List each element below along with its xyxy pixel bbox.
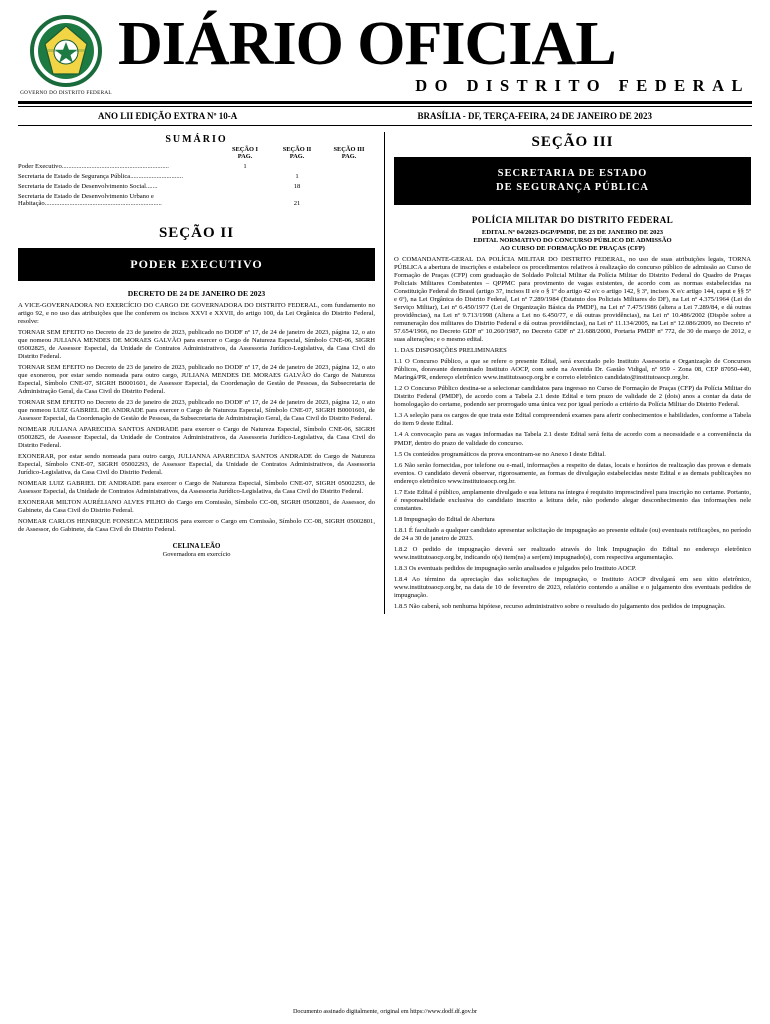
secretaria-bar-line2: DE SEGURANÇA PÚBLICA [495, 181, 650, 193]
paragraph: 1.3 A seleção para os cargos de que trata este Edital compreenderá exames para aferir conhecimentos e habilidades, conforme a Tabela do item 9 deste Edital. [394, 412, 751, 428]
signature-name: CELINA LEÃO [172, 543, 221, 551]
list-item[interactable] [18, 183, 375, 190]
sumario-row-label: Secretaria de Estado de Desenvolvimento Urbano e Habitação....................................................................... [18, 192, 162, 207]
paragraph: 1.7 Este Edital é público, amplamente divulgado e sua leitura na íntegra é requisito imprescindível para inscrição no certame. Portanto, é responsabilidade exclusiva do candidato inscrito a leitura dele, não podendo alegar desconhecimento das informações nele constantes. [394, 488, 751, 512]
issue-date: BRASÍLIA - DF, TERÇA-FEIRA, 24 DE JANEIRO DE 2023 [417, 110, 652, 121]
paragraph: NOMEAR JULIANA APARECIDA SANTOS ANDRADE para exercer o Cargo de Natureza Especial, Símbolo CNE-06, SIGRH 05002825, de Assessor Especial, da Unidade de Contratos Administrativos, da Assessoria Jurídico-Legislativa, da Casa Civil do Distrito Federal. [18, 425, 375, 449]
sumario-row-label: Secretaria de Estado de Segurança Pública................................ [18, 172, 183, 180]
masthead [0, 0, 770, 96]
sumario-col-2: SEÇÃO II [282, 145, 312, 153]
secretaria-bar [394, 157, 751, 205]
paragraph: 1.2 O Concurso Público destina-se a selecionar candidatos para ingresso no Curso de Formação de Praças (CFP) da Polícia Militar do Distrito Federal (PMDF), de acordo com a Tabela 2.1 deste Edital e tem prazo de validade de 2 (dois) anos a contar da data de homologação do certame, podendo ser prorrogado uma única vez por igual período a critério da Polícia Militar do Distrito Federal. [394, 385, 751, 409]
paragraph: 1.8.2 O pedido de impugnação deverá ser realizado através do link Impugnação do Edital no endereço eletrônico www.institutoaocp.org.br, indicando o(s) item(ns) a ser(em) impugnado(s), com respectiva argumentação. [394, 545, 751, 561]
sumario-pag-1: PAG. [237, 152, 253, 160]
sumario-row-s2: 18 [293, 182, 301, 190]
sumario-row-s1: 1 [243, 162, 247, 170]
edital-line-2: EDITAL NORMATIVO DO CONCURSO PÚBLICO DE ADMISSÃO [473, 236, 672, 244]
title-block [114, 10, 752, 96]
section-title-ii: SEÇÃO II [158, 224, 235, 241]
sumario-row-s2: 21 [293, 199, 301, 207]
paragraph: 1.4 A convocação para as vagas informadas na Tabela 2.1 deste Edital será feita de acordo com a necessidade e a conveniência da PMDF, dentro do prazo de validade do concurso. [394, 431, 751, 447]
paragraph: TORNAR SEM EFEITO no Decreto de 23 de janeiro de 2023, publicado no DODF nº 17, de 24 de janeiro de 2023, página 12, o ato que nomeou LUIZ GABRIEL DE ANDRADE para exercer o Cargo de Natureza Especial, Símbolo CNE-07, SIGRH B0001601, de Assessor Especial, da Coordenação de Gestão de Pessoas, da Subsecretaria de Administração Geral, da Casa Civil do Distrito Federal. [18, 398, 375, 422]
sumario-row-s2: 1 [295, 172, 299, 180]
paragraph: 1.5 Os conteúdos programáticos da prova encontram-se no Anexo I deste Edital. [394, 450, 606, 458]
crest-icon [29, 14, 103, 88]
gdf-crest [18, 14, 114, 96]
signature-role: Governadora em exercício [162, 551, 231, 559]
paragraph: O COMANDANTE-GERAL DA POLÍCIA MILITAR DO DISTRITO FEDERAL, no uso de suas atribuições legais, TORNA PÚBLICA a abertura de inscrições e estabelece os procedimentos relativos à realização do concurso público de admissão ao Curso de Formação de Praças (CFP) com graduação de Soldado Policial Militar da Polícia Militar do Distrito Federal do Quadro de Praças Policiais Militares Combatentes – QPPMC para provimento de vagas existentes, de acordo com as normas estabelecidas na Constituição Federal do Brasil (artigo 37, incisos II e/e o § 1º do artigo 42 e/c o artigo 142, § 3º, incisos X e/c artigo 144, caput e §§ 5º e 6º), na Lei Orgânica do Distrito Federal, Lei nº 7.289/1984 (Estatuto dos Policiais Militares do DF), na Lei nº 4.375/1964 (Lei do Serviço Militar), Lei nº 6.450/1977 (Lei de Organização Básica da PMDF), na Lei nº 7.475/1986 (altera a Lei 7.289/84, e dá outras providências), na Lei nº 9.713/1998 (Altera a Lei no 6.450/77, e dá outras providências), na Lei nº 10.486/2002 (Dispõe sobre a remuneração dos militares do Distrito Federal e dá outras providências), na Lei nº 11.134/2005, na Lei nº 12.086/2009, no Decreto nº 57.654/1966, no Decreto GDF nº 10.260/1987, no Decreto GDF nº 21.688/2000, Portaria PMDF nº 772, de 30 de março de 2012, e suas alterações; e o mesmo edital. [394, 255, 751, 344]
publication-title: DIÁRIO OFICIAL [118, 10, 616, 79]
paragraph: A VICE-GOVERNADORA NO EXERCÍCIO DO CARGO DE GOVERNADORA DO DISTRITO FEDERAL, com fundamento no artigo 92, e no uso das atribuições que lhe conferem os incisos XXVI e XXVII, do artigo 100, da Lei Orgânica do Distrito Federal, resolve: [18, 301, 375, 325]
paragraph: 1.6 Não serão fornecidas, por telefone ou e-mail, informações a respeito de datas, locais e horários de realização das provas e demais eventos. O candidato deverá observar, rigorosamente, as formas de divulgação estabelecidas neste Edital e as demais publicações no endereço eletrônico www.institutoaocp.org.br. [394, 461, 751, 485]
sumario-column-headers [18, 146, 375, 153]
sumario-row-label: Secretaria de Estado de Desenvolvimento Social....... [18, 182, 158, 190]
sumario-col-3: SEÇÃO III [333, 145, 365, 153]
left-column [18, 132, 385, 615]
paragraph: TORNAR SEM EFEITO no Decreto de 23 de janeiro de 2023, publicado no DODF nº 17, de 24 de janeiro de 2023, página 12, o ato que nomeou JULIANA MENDES DE MORAES GALVÃO para exercer o Cargo de Natureza Especial, Símbolo CNE-06, SIGRH 05002825, de Assessor Especial, da Unidade de Contratos Administrativos, da Assessoria Jurídico-Legislativa, da Casa Civil do Distrito Federal. [18, 328, 375, 360]
issue-number: ANO LII EDIÇÃO EXTRA Nº 10-A [98, 110, 238, 121]
edital-line-3: AO CURSO DE FORMAÇÃO DE PRAÇAS (CFP) [500, 244, 645, 252]
paragraph: 1.8.1 É facultado a qualquer candidato apresentar solicitação de impugnação ao presente editale (ou) eventuais retificações, no período de 24 a 30 de janeiro de 2023. [394, 526, 751, 542]
edital-line-1: EDITAL Nº 04/2023-DGP/PMDF, DE 23 DE JANEIRO DE 2023 [481, 228, 664, 236]
publication-subtitle: DO DISTRITO FEDERAL [415, 76, 750, 95]
paragraph: NOMEAR LUIZ GABRIEL DE ANDRADE para exercer o Cargo de Natureza Especial, Símbolo CNE-07, SIGRH 05002293, de Assessor Especial, da Unidade de Contratos Administrativos, da Assessoria Jurídico-Legislativa, da Casa Civil do Distrito Federal. [18, 480, 375, 496]
list-item[interactable] [18, 163, 375, 170]
right-column [385, 132, 751, 615]
sumario-col-1: SEÇÃO I [231, 145, 259, 153]
sumario-heading: SUMÁRIO [165, 133, 228, 145]
paragraph: 1.8.3 Os eventuais pedidos de impugnação serão analisados e julgados pelo Instituto AOCP. [394, 564, 637, 572]
paragraph: 1.8.5 Não caberá, sob nenhuma hipótese, recurso administrativo sobre o resultado do julgamento dos pedidos de impugnação. [394, 603, 726, 611]
sumario-pag-3: PAG. [341, 152, 357, 160]
paragraph: EXONERAR MILTON AURÉLIANO ALVES FILHO do Cargo em Comissão, Símbolo CC-08, SIGRH 05002801, de Assessor, do Gabinete, da Casa Civil do Distrito Federal. [18, 499, 375, 515]
list-item[interactable] [18, 193, 375, 207]
list-item[interactable] [18, 173, 375, 180]
section-title-iii: SEÇÃO III [531, 133, 614, 150]
page-columns [0, 126, 770, 615]
poder-executivo-bar: PODER EXECUTIVO [18, 248, 375, 281]
issue-bar [0, 107, 770, 125]
paragraph: 1.1 O Concurso Público, a que se refere o presente Edital, será executado pelo Instituto Assessoria e Organização de Concursos Públicos, doravante denominado Instituto AOCP, com sede na Avenida Dr. Gastão Vidigal, nº 959 - Zona 08, CEP 87050-440, Maringá/PR, endereço eletrônico www.institutoaocp.org.br e correio eletrônico candidato@institutoaocp.org.br. [394, 358, 751, 382]
paragraph: 1.8 Impugnação do Edital de Abertura [394, 515, 495, 523]
decreto-heading: DECRETO DE 24 DE JANEIRO DE 2023 [127, 288, 266, 298]
sumario-pag-2: PAG. [289, 152, 305, 160]
org-title: POLÍCIA MILITAR DO DISTRITO FEDERAL [471, 214, 674, 225]
secretaria-bar-line1: SECRETARIA DE ESTADO [497, 167, 648, 179]
paragraph: 1. DAS DISPOSIÇÕES PRELIMINARES [394, 347, 507, 355]
paragraph: TORNAR SEM EFEITO no Decreto de 23 de janeiro de 2023, publicado no DODF nº 17, de 24 de janeiro de 2023, página 12, o ato que exonerou, por estar sendo nomeada para outro cargo, JULIANA MENDES DE MORAES GALVÃO do Cargo de Natureza Especial, Símbolo CNE-07, SIGRH B0001601, de Assessor Especial, da Coordenação de Gestão de Pessoas, da Subsecretaria de Administração Geral, da Casa Civil do Distrito Federal. [18, 363, 375, 395]
sumario-row-label: Poder Executivo................................................................. [18, 162, 169, 170]
crest-caption: GOVERNO DO DISTRITO FEDERAL [20, 90, 112, 96]
masthead-rule-thick [18, 101, 752, 104]
sumario-pag-labels [18, 153, 375, 160]
paragraph: EXONERAR, por estar sendo nomeada para outro cargo, JULIANNA APARECIDA SANTOS ANDRADE do Cargo de Natureza Especial, Símbolo CNE-07, SIGRH 05002293, de Assessor Especial, da Unidade de Contratos Administrativos, da Assessoria Jurídico-Legislativa, da Casa Civil do Distrito Federal. [18, 453, 375, 477]
page-footer: Documento assinado digitalmente, original em https://www.dodf.df.gov.br [292, 1008, 478, 1015]
paragraph: 1.8.4 Ao término da apreciação das solicitações de impugnação, o Instituto AOCP divulgará em seu sítio eletrônico, www.institutoaocp.org.br, na data de 10 de fevereiro de 2023, relatório contendo a análise e o julgamento dos eventuais pedidos de impugnação. [394, 575, 751, 599]
paragraph: NOMEAR CARLOS HENRIQUE FONSECA MEDEIROS para exercer o Cargo em Comissão, Símbolo CC-08, SIGRH 05002801, de Assessor, do Gabinete, da Casa Civil do Distrito Federal. [18, 518, 375, 534]
